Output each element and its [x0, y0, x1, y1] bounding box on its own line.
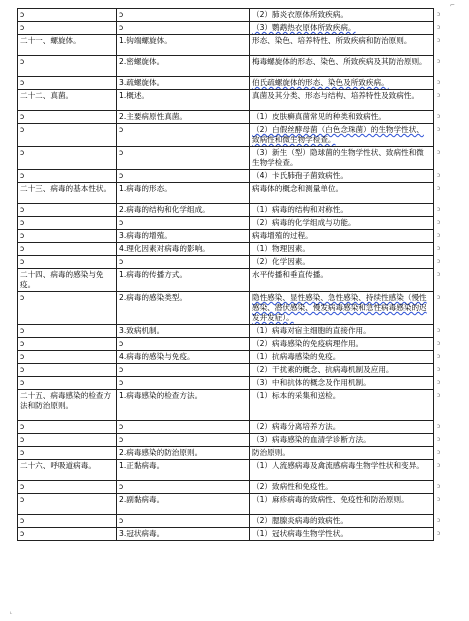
row-end-mark: ↄ	[437, 435, 441, 443]
subtopic-cell: ↄ	[117, 170, 250, 183]
row-end-mark: ↄ	[437, 422, 441, 430]
row-end-mark: ↄ	[437, 461, 441, 469]
table-row	[18, 390, 452, 421]
table-row	[18, 338, 452, 351]
topic-cell: 二十一、螺旋体。	[18, 35, 117, 56]
row-end-mark: ↄ	[437, 482, 441, 490]
row-end-mark: ↄ	[437, 378, 441, 386]
subtopic-cell: 2.病毒的结构和化学组成。	[117, 204, 250, 217]
table-row	[18, 217, 452, 230]
row-end-mark: ↄ	[437, 365, 441, 373]
subtopic-cell: ↄ	[117, 421, 250, 434]
subtopic-cell: 2.主要病原性真菌。	[117, 111, 250, 124]
subtopic-cell: ↄ	[117, 481, 250, 494]
subtopic-cell: 2.副黏病毒。	[117, 494, 250, 515]
topic-cell: ↄ	[18, 230, 117, 243]
table-row	[18, 35, 452, 56]
row-end-mark: ↄ	[437, 257, 441, 265]
requirement-cell: 伯氏疏螺旋体的形态、染色及所致疾病。	[250, 77, 434, 90]
table-row	[18, 421, 452, 434]
topic-cell: ↄ	[18, 243, 117, 256]
subtopic-cell: ↄ	[117, 124, 250, 147]
requirement-cell: （1）麻疹病毒的致病性、免疫性和防治原则。	[250, 494, 434, 515]
requirement-cell: （3）鹦鹉热衣原体所致疾病。	[250, 22, 434, 35]
table-row	[18, 170, 452, 183]
topic-cell: ↄ	[18, 147, 117, 170]
topic-cell: ↄ	[18, 292, 117, 325]
requirement-cell: （2）腮腺炎病毒的致病性。	[250, 515, 434, 528]
row-end-mark: ↄ	[437, 23, 441, 31]
table-row	[18, 22, 452, 35]
requirement-cell: （3）病毒感染的血清学诊断方法。	[250, 434, 434, 447]
row-end-mark: ↄ	[437, 244, 441, 252]
topic-cell: ↄ	[18, 421, 117, 434]
topic-cell: ↄ	[18, 377, 117, 390]
subtopic-cell: 2.病毒的感染类型。	[117, 292, 250, 325]
table-row	[18, 494, 452, 515]
requirement-cell: （2）病毒的化学组成与功能。	[250, 217, 434, 230]
requirement-cell: （2）肺炎衣原体所致疾病。	[250, 9, 434, 22]
subtopic-cell: ↄ	[117, 377, 250, 390]
table-row	[18, 515, 452, 528]
table-row	[18, 460, 452, 481]
requirement-cell: 水平传播和垂直传播。	[250, 269, 434, 292]
row-end-mark: ↄ	[437, 112, 441, 120]
topic-cell: ↄ	[18, 338, 117, 351]
row-end-mark: ↄ	[437, 148, 441, 156]
topic-cell: ↄ	[18, 515, 117, 528]
topic-cell: ↄ	[18, 170, 117, 183]
subtopic-cell: 1.病毒的形态。	[117, 183, 250, 204]
row-end-mark: ↄ	[437, 448, 441, 456]
topic-cell: ↄ	[18, 351, 117, 364]
requirement-cell: （4）卡氏肺孢子菌致病性。	[250, 170, 434, 183]
table-row	[18, 325, 452, 338]
requirement-cell: （2）病毒感染的免疫病理作用。	[250, 338, 434, 351]
topic-cell: ↄ	[18, 204, 117, 217]
row-end-mark: ↄ	[437, 57, 441, 65]
subtopic-cell: 3.冠状病毒。	[117, 528, 250, 541]
row-end-mark: ↄ	[437, 205, 441, 213]
table-row	[18, 377, 452, 390]
requirement-cell: 病毒体的概念和测量单位。	[250, 183, 434, 204]
subtopic-cell: ↄ	[117, 434, 250, 447]
subtopic-cell: ↄ	[117, 256, 250, 269]
requirement-cell: （3）新生（型）隐球菌的生物学性状、致病性和微生物学检查。	[250, 147, 434, 170]
subtopic-cell: ↄ	[117, 217, 250, 230]
table-row	[18, 124, 452, 147]
topic-cell: ↄ	[18, 9, 117, 22]
topic-cell: ↄ	[18, 528, 117, 541]
requirement-cell: （2）干扰素的概念、抗病毒机制及应用。	[250, 364, 434, 377]
syllabus-table-body	[18, 9, 452, 541]
topic-cell: ↄ	[18, 111, 117, 124]
subtopic-cell: ↄ	[117, 9, 250, 22]
requirement-cell: （1）皮肤癣真菌常见的种类和致病性。	[250, 111, 434, 124]
row-end-mark: ↄ	[437, 36, 441, 44]
topic-cell: 二十二、真菌。	[18, 90, 117, 111]
topic-cell: 二十三、病毒的基本性状。	[18, 183, 117, 204]
topic-cell: ↄ	[18, 364, 117, 377]
row-end-mark: ↄ	[437, 326, 441, 334]
corner-mark-bottom-left: ᴸ	[10, 611, 13, 618]
table-row	[18, 351, 452, 364]
requirement-cell: （3）中和抗体的概念及作用机制。	[250, 377, 434, 390]
subtopic-cell: 3.疏螺旋体。	[117, 77, 250, 90]
row-end-mark: ↄ	[437, 391, 441, 399]
requirement-cell: （2）致病性和免疫性。	[250, 481, 434, 494]
topic-cell: ↄ	[18, 481, 117, 494]
requirement-cell: 隐性感染、显性感染、急性感染、持续性感染（慢性感染、潜伏感染、慢发病毒感染和急性病毒感染的迟发并发症）。	[250, 292, 434, 325]
subtopic-cell: 1.正黏病毒。	[117, 460, 250, 481]
topic-cell: ↄ	[18, 77, 117, 90]
table-row	[18, 447, 452, 460]
requirement-cell: 病毒增殖的过程。	[250, 230, 434, 243]
subtopic-cell: 3.致病机制。	[117, 325, 250, 338]
requirement-cell: 梅毒螺旋体的形态、染色、所致疾病及其防治原则。	[250, 56, 434, 77]
row-end-mark: ↄ	[437, 495, 441, 503]
subtopic-cell: 4.病毒的感染与免疫。	[117, 351, 250, 364]
table-row	[18, 528, 452, 541]
topic-cell: ↄ	[18, 22, 117, 35]
topic-cell: 二十四、病毒的感染与免疫。	[18, 269, 117, 292]
row-end-mark: ↄ	[437, 184, 441, 192]
subtopic-cell: 4.理化因素对病毒的影响。	[117, 243, 250, 256]
row-end-mark: ↄ	[437, 339, 441, 347]
requirement-cell: （1）病毒对宿主细胞的直接作用。	[250, 325, 434, 338]
row-end-mark: ↄ	[437, 218, 441, 226]
subtopic-cell: 1.病毒的传播方式。	[117, 269, 250, 292]
table-row	[18, 230, 452, 243]
requirement-cell: 形态、染色、培养特性、所致疾病和防治原则。	[250, 35, 434, 56]
table-row	[18, 269, 452, 292]
table-row	[18, 77, 452, 90]
requirement-cell: （2）化学因素。	[250, 256, 434, 269]
row-end-mark: ↄ	[437, 529, 441, 537]
topic-cell: ↄ	[18, 494, 117, 515]
table-row	[18, 292, 452, 325]
corner-mark-top-right: ⌐	[450, 2, 456, 9]
requirement-cell: （2）白假丝酵母菌（白色念珠菌）的生物学性状、致病性和微生物学检查。	[250, 124, 434, 147]
topic-cell: ↄ	[18, 217, 117, 230]
table-row	[18, 481, 452, 494]
table-row	[18, 204, 452, 217]
requirement-cell: （2）病毒分离培养方法。	[250, 421, 434, 434]
requirement-cell: （1）标本的采集和送检。	[250, 390, 434, 421]
row-end-mark: ↄ	[437, 352, 441, 360]
requirement-cell: 真菌及其分类、形态与结构、培养特性及致病性。	[250, 90, 434, 111]
row-end-mark: ↄ	[437, 125, 441, 133]
requirement-cell: （1）冠状病毒生物学性状。	[250, 528, 434, 541]
row-end-mark: ↄ	[437, 10, 441, 18]
requirement-cell: （1）物理因素。	[250, 243, 434, 256]
table-row	[18, 243, 452, 256]
subtopic-cell: 2.病毒感染的防治原则。	[117, 447, 250, 460]
topic-cell: ↄ	[18, 447, 117, 460]
subtopic-cell: 2.密螺旋体。	[117, 56, 250, 77]
requirement-cell: （1）病毒的结构和对称性。	[250, 204, 434, 217]
row-end-mark: ↄ	[437, 91, 441, 99]
topic-cell: ↄ	[18, 124, 117, 147]
row-end-mark: ↄ	[437, 171, 441, 179]
subtopic-cell: ↄ	[117, 147, 250, 170]
topic-cell: 二十六、呼吸道病毒。	[18, 460, 117, 481]
table-row	[18, 111, 452, 124]
row-end-mark: ↄ	[437, 78, 441, 86]
subtopic-cell: 1.钩端螺旋体。	[117, 35, 250, 56]
topic-cell: ↄ	[18, 256, 117, 269]
subtopic-cell: 1.病毒感染的检查方法。	[117, 390, 250, 421]
subtopic-cell: ↄ	[117, 338, 250, 351]
subtopic-cell: ↄ	[117, 364, 250, 377]
row-end-mark: ↄ	[437, 516, 441, 524]
subtopic-cell: 1.概述。	[117, 90, 250, 111]
subtopic-cell: ↄ	[117, 22, 250, 35]
subtopic-cell: 3.病毒的增殖。	[117, 230, 250, 243]
row-end-mark: ↄ	[437, 270, 441, 278]
table-row	[18, 183, 452, 204]
topic-cell: ↄ	[18, 56, 117, 77]
requirement-cell: 防治原则。	[250, 447, 434, 460]
table-row	[18, 90, 452, 111]
subtopic-cell: ↄ	[117, 515, 250, 528]
requirement-cell: （1）人流感病毒及禽流感病毒生物学性状和变异。	[250, 460, 434, 481]
row-end-mark: ↄ	[437, 231, 441, 239]
table-row	[18, 434, 452, 447]
table-row	[18, 256, 452, 269]
table-row	[18, 56, 452, 77]
table-row	[18, 364, 452, 377]
requirement-cell: （1）抗病毒感染的免疫。	[250, 351, 434, 364]
topic-cell: 二十五、病毒感染的检查方法和防治原则。	[18, 390, 117, 421]
row-end-mark: ↄ	[437, 293, 441, 301]
table-row	[18, 9, 452, 22]
table-row	[18, 147, 452, 170]
topic-cell: ↄ	[18, 434, 117, 447]
topic-cell: ↄ	[18, 325, 117, 338]
syllabus-table	[17, 8, 452, 541]
